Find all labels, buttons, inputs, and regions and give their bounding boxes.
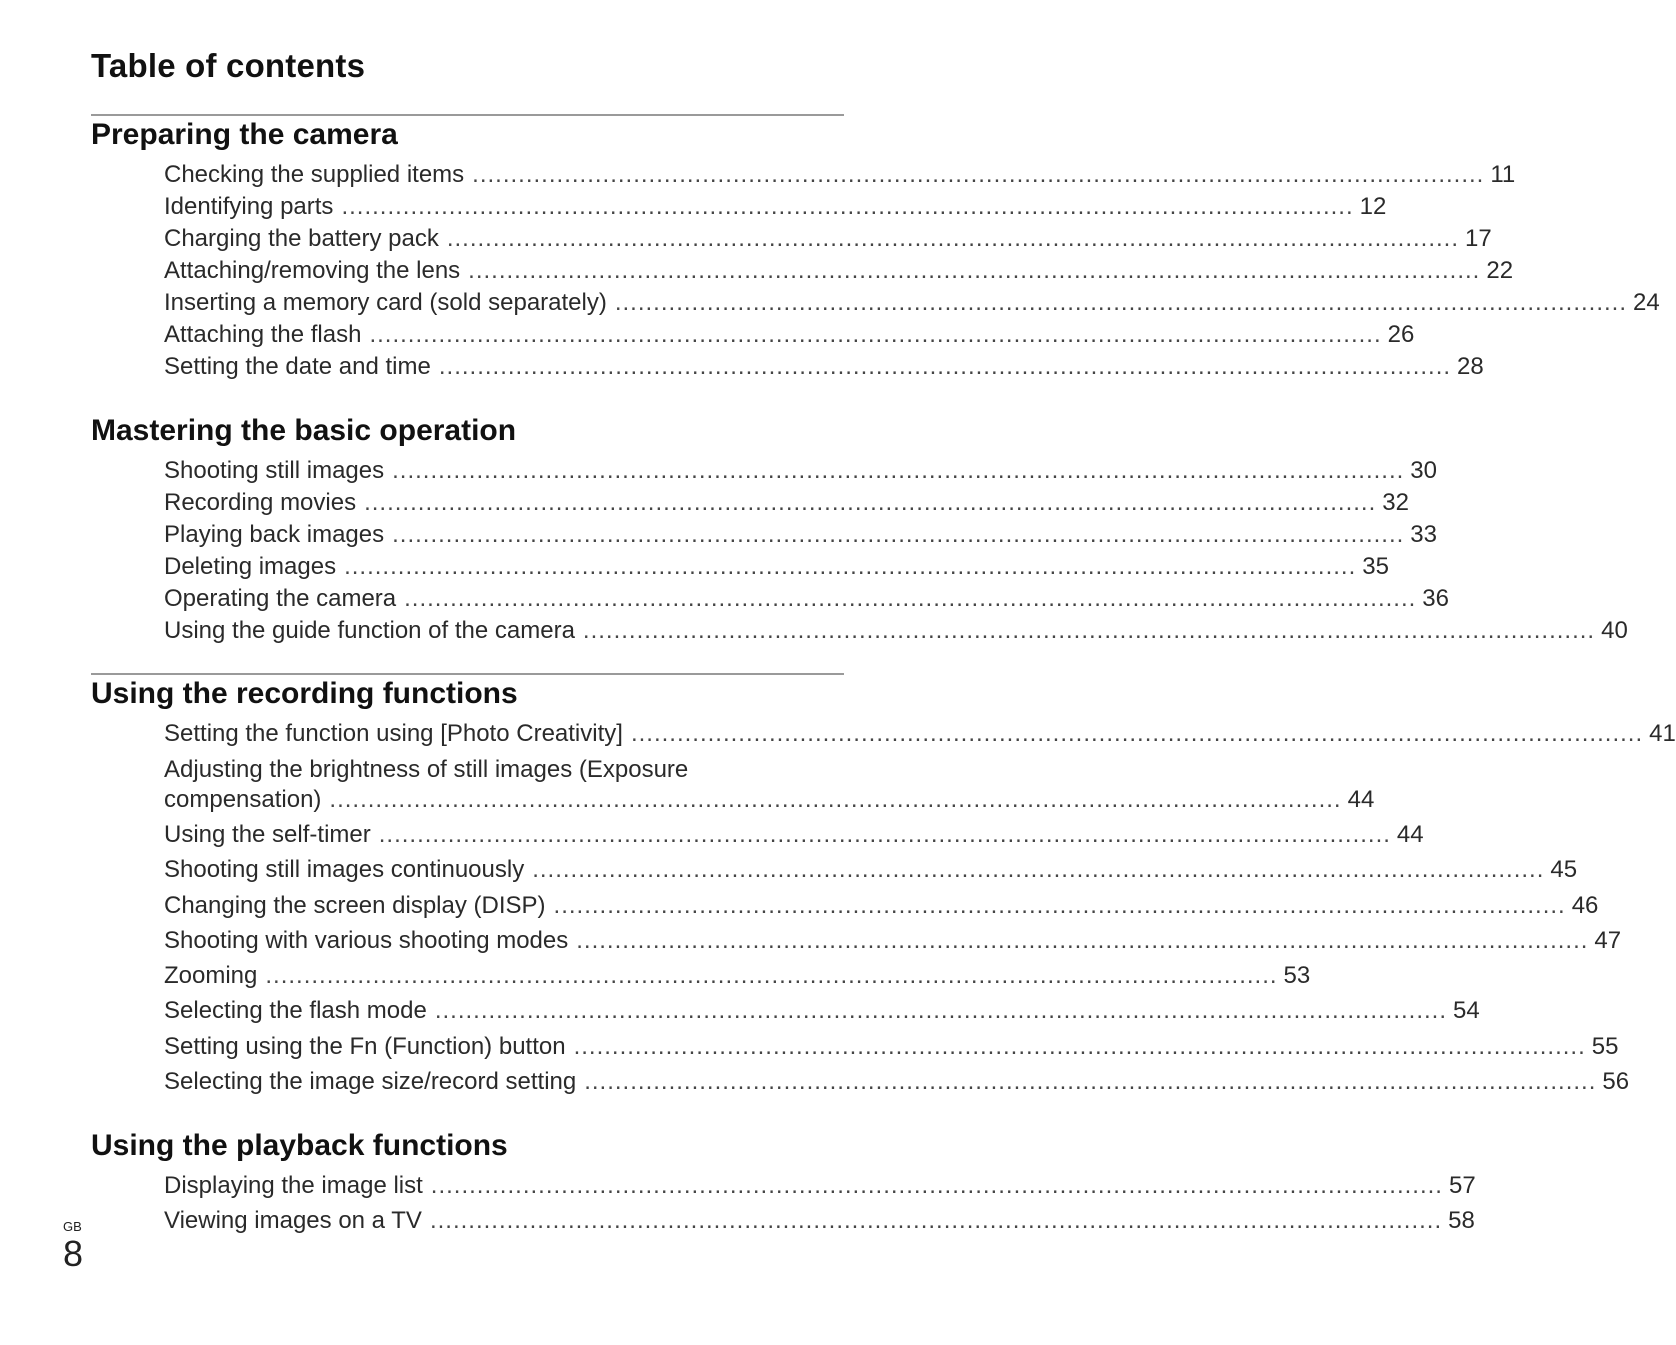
entry-page: 55 [1591, 1033, 1619, 1060]
entry-title: Inserting a memory card (sold separately) [164, 289, 607, 316]
toc-entry[interactable] [164, 455, 1437, 487]
toc-entry[interactable] [164, 583, 1449, 615]
entry-page: 53 [1283, 962, 1311, 989]
page-title: Table of contents [91, 47, 366, 84]
dot-leader: .................................................................................................................................... [392, 457, 1405, 484]
toc-entry[interactable] [164, 995, 1480, 1027]
dot-leader: .................................................................................................................................... [472, 161, 1485, 188]
dot-leader: .................................................................................................................................... [344, 553, 1357, 580]
dot-leader: .................................................................................................................................... [430, 1172, 1443, 1199]
entry-title: Identifying parts [164, 193, 334, 220]
dot-leader: .................................................................................................................................... [553, 892, 1566, 919]
dot-leader: .................................................................................................................................... [438, 353, 1452, 380]
entry-page: 30 [1410, 457, 1437, 484]
entry-page: 44 [1347, 786, 1375, 813]
toc-entry[interactable] [164, 854, 1578, 886]
section-divider [91, 673, 844, 675]
entry-title: Playing back images [164, 521, 385, 548]
page-number: 8 [63, 1233, 84, 1274]
toc-entry[interactable] [164, 1170, 1476, 1202]
entry-page: 28 [1457, 353, 1484, 380]
toc-entry[interactable] [164, 819, 1424, 851]
entry-page: 12 [1359, 193, 1387, 220]
dot-leader: .................................................................................................................................... [404, 585, 1417, 612]
toc-entry[interactable] [164, 159, 1516, 191]
toc-entry[interactable] [164, 351, 1484, 383]
section-heading-playback: Using the playback functions [91, 1129, 508, 1162]
section-divider [91, 114, 844, 116]
entry-page: 35 [1362, 553, 1389, 580]
entry-page: 45 [1550, 856, 1578, 883]
dot-leader: .................................................................................................................................... [434, 997, 1447, 1024]
entry-title: Setting using the Fn (Function) button [164, 1033, 566, 1060]
entry-title: Using the guide function of the camera [164, 617, 575, 644]
dot-leader: .................................................................................................................................... [446, 225, 1459, 252]
entry-title: Checking the supplied items [164, 161, 465, 188]
entry-page: 24 [1633, 289, 1660, 316]
toc-entry[interactable] [164, 1066, 1630, 1098]
entry-title: Charging the battery pack [164, 225, 439, 252]
entry-page: 33 [1410, 521, 1437, 548]
dot-leader: .................................................................................................................................... [369, 321, 1382, 348]
entry-title: Zooming [164, 962, 258, 989]
entry-page: 44 [1396, 821, 1424, 848]
toc-entry[interactable] [164, 551, 1389, 583]
dot-leader: .................................................................................................................................... [364, 489, 1377, 516]
entry-page: 56 [1602, 1068, 1630, 1095]
entry-title: Shooting still images [164, 457, 385, 484]
dot-leader: .................................................................................................................................... [392, 521, 1405, 548]
toc-entry[interactable] [164, 487, 1409, 519]
dot-leader: .................................................................................................................................... [630, 720, 1644, 747]
entry-title: Attaching the flash [164, 321, 362, 348]
entry-title: Selecting the image size/record setting [164, 1068, 577, 1095]
entry-page: 32 [1382, 489, 1409, 516]
entry-title: Deleting images [164, 553, 337, 580]
entry-page: 26 [1387, 321, 1415, 348]
entry-title: Shooting with various shooting modes [164, 927, 569, 954]
toc-entry[interactable] [164, 191, 1387, 223]
entry-page: 41 [1649, 720, 1676, 747]
toc-entry[interactable] [164, 890, 1599, 922]
entry-title: Operating the camera [164, 585, 397, 612]
entry-page: 57 [1448, 1172, 1476, 1199]
entry-page: 40 [1601, 617, 1628, 644]
entry-page: 22 [1486, 257, 1514, 284]
section-heading-mastering: Mastering the basic operation [91, 414, 517, 447]
toc-entry[interactable] [164, 287, 1660, 319]
entry-title: compensation) [164, 786, 322, 813]
toc-entry[interactable] [164, 615, 1628, 647]
entry-title: Recording movies [164, 489, 357, 516]
entry-page: 46 [1571, 892, 1599, 919]
toc-entry[interactable] [164, 960, 1311, 992]
dot-leader: .................................................................................................................................... [429, 1207, 1443, 1234]
entry-title: Viewing images on a TV [164, 1207, 422, 1234]
dot-leader: .................................................................................................................................... [573, 1033, 1586, 1060]
entry-page: 47 [1594, 927, 1622, 954]
dot-leader: .................................................................................................................................... [576, 927, 1589, 954]
entry-page: 58 [1448, 1207, 1475, 1234]
entry-title: Displaying the image list [164, 1172, 423, 1199]
dot-leader: .................................................................................................................................... [378, 821, 1391, 848]
dot-leader: .................................................................................................................................... [532, 856, 1545, 883]
region-code: GB [63, 1219, 82, 1234]
entry-page: 11 [1490, 161, 1516, 188]
entry-title: Attaching/removing the lens [164, 257, 461, 284]
entry-page: 17 [1465, 225, 1492, 252]
entry-title: Setting the function using [Photo Creativity] [164, 720, 623, 747]
section-heading-preparing: Preparing the camera [91, 118, 398, 151]
toc-entry[interactable] [164, 223, 1492, 255]
dot-leader: .................................................................................................................................... [341, 193, 1354, 220]
entry-title-line1: Adjusting the brightness of still images (Exposure [164, 756, 689, 783]
toc-entry[interactable] [164, 1205, 1475, 1237]
entry-page: 36 [1422, 585, 1449, 612]
entry-title: Setting the date and time [164, 353, 431, 380]
dot-leader: .................................................................................................................................... [614, 289, 1628, 316]
dot-leader: .................................................................................................................................... [582, 617, 1596, 644]
toc-entry[interactable] [164, 255, 1514, 287]
toc-entry[interactable] [164, 925, 1622, 957]
entry-title: Shooting still images continuously [164, 856, 525, 883]
dot-leader: .................................................................................................................................... [329, 786, 1342, 813]
toc-entry[interactable] [164, 1031, 1619, 1063]
toc-entry[interactable] [164, 319, 1415, 351]
toc-entry[interactable] [164, 718, 1676, 750]
dot-leader: .................................................................................................................................... [584, 1068, 1597, 1095]
toc-entry[interactable] [164, 754, 1375, 816]
section-heading-recording: Using the recording functions [91, 677, 518, 710]
dot-leader: .................................................................................................................................... [265, 962, 1278, 989]
entry-title: Selecting the flash mode [164, 997, 427, 1024]
entry-title: Using the self-timer [164, 821, 371, 848]
entry-title: Changing the screen display (DISP) [164, 892, 546, 919]
entry-page: 54 [1453, 997, 1480, 1024]
dot-leader: .................................................................................................................................... [468, 257, 1481, 284]
toc-entry[interactable] [164, 519, 1437, 551]
